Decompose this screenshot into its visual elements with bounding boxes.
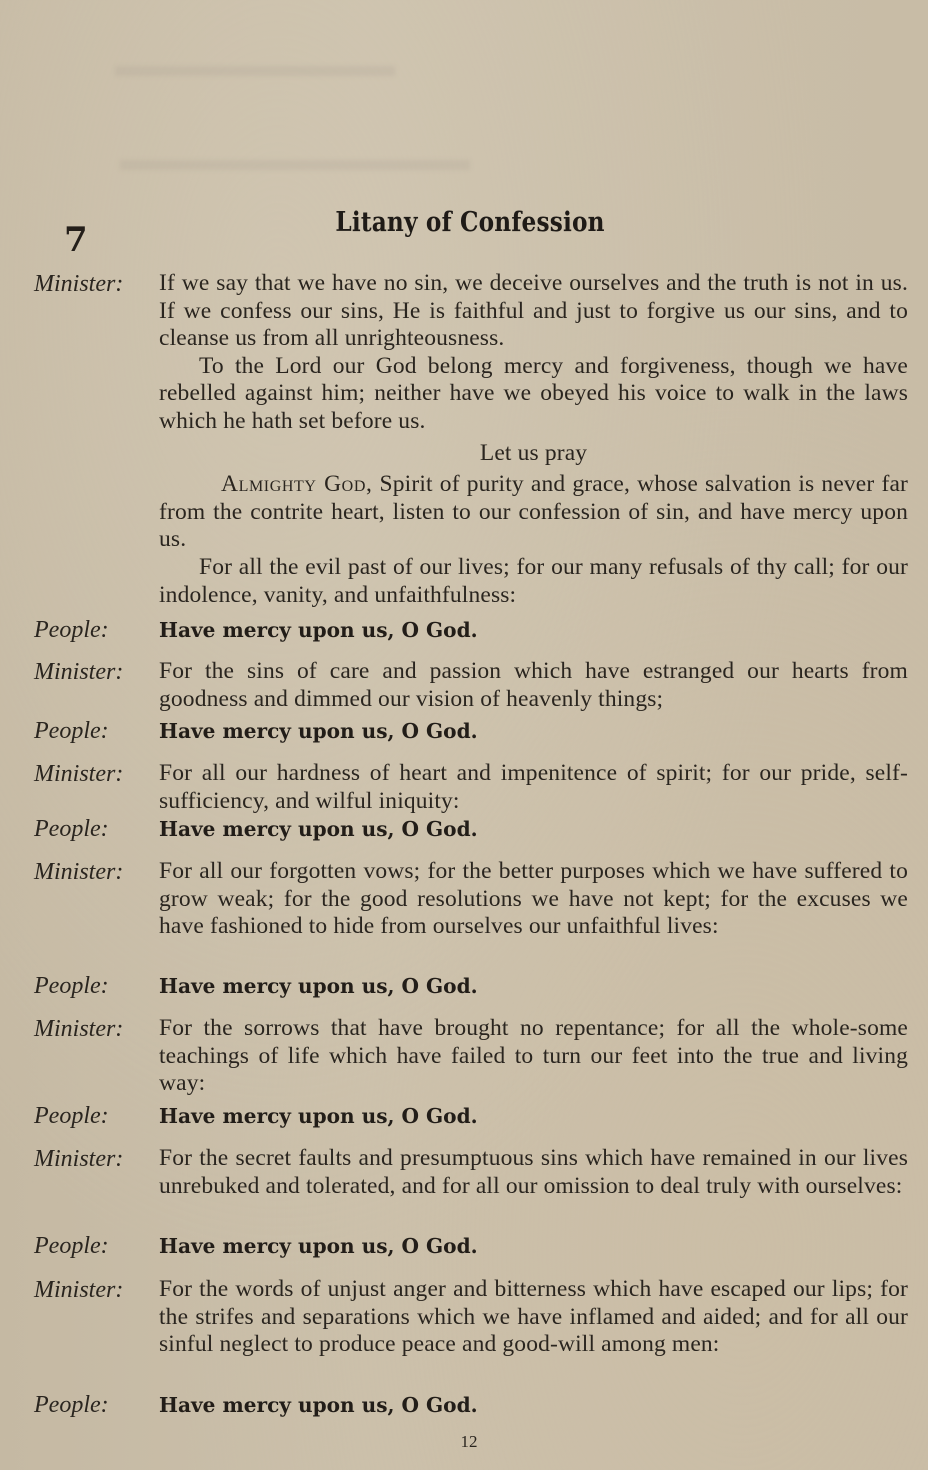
scripture-paragraph: To the Lord our God belong mercy and forgiveness, though we have rebelled against him; neither have we obeyed his voice to walk in the laws which he hath set before us. — [159, 352, 908, 434]
show-through-ghost-text — [120, 160, 470, 170]
people-response: Have mercy upon us, O God. — [159, 974, 478, 998]
role-label-minister: Minister: — [34, 1277, 124, 1303]
role-label-people: People: — [34, 816, 109, 842]
confession-paragraph: For all the evil past of our lives; for our many refusals of thy call; for our indolence, vanity, and unfaithfulness: — [159, 553, 908, 608]
page-number: 12 — [460, 1432, 478, 1451]
people-response: Have mercy upon us, O God. — [159, 719, 478, 743]
let-us-pray-heading: Let us pray — [479, 439, 588, 466]
petition-text: For the secret faults and presumptuous sins which have remained in our lives unrebuked and tolerated, and for all our omission to deal truly with ourselves: — [159, 1145, 908, 1199]
role-label-minister: Minister: — [34, 1016, 124, 1042]
prayer-paragraph — [159, 471, 908, 554]
role-label-minister: Minister: — [34, 271, 124, 297]
role-label-people: People: — [34, 1392, 109, 1418]
petition-text: For all our forgotten vows; for the better purposes which we have suffered to grow weak; for the good resolutions we have not kept; for the excuses we have fashioned to hide from ourselves our unfaithful lives: — [159, 858, 908, 940]
role-label-minister: Minister: — [34, 659, 124, 685]
role-label-minister: Minister: — [34, 859, 124, 885]
scripture-paragraph: If we say that we have no sin, we deceive ourselves and the truth is not in us. If we confess our sins, He is faithful and just to forgive us our sins, and to cleanse us from all unrighteousness. — [159, 270, 908, 352]
prayer-body: Spirit of purity and grace, whose salvation is never far from the contrite heart, listen to our confession of sin, and have mercy upon us. — [159, 471, 908, 553]
role-label-people: People: — [34, 718, 109, 744]
petition-text: For the words of unjust anger and bitterness which have escaped our lips; for the strifes and separations which we have inflamed and aided; and for all our sinful neglect to produce peace and good-will among men: — [159, 1276, 908, 1358]
people-response: Have mercy upon us, O God. — [159, 1104, 478, 1128]
petition-text: For the sins of care and passion which have estranged our hearts from goodness and dimmed our vision of heavenly things; — [159, 658, 908, 712]
role-label-people: People: — [34, 1233, 109, 1259]
petition-text: For all our hardness of heart and impenitence of spirit; for our pride, self-sufficiency, and wilful iniquity: — [159, 760, 908, 814]
role-label-people: People: — [34, 617, 109, 643]
show-through-ghost-text — [115, 66, 395, 76]
role-label-people: People: — [34, 1103, 109, 1129]
people-response: Have mercy upon us, O God. — [159, 1234, 478, 1258]
role-label-minister: Minister: — [34, 1146, 124, 1172]
litany-number: 7 — [64, 220, 88, 260]
opening-text — [159, 270, 908, 609]
people-response: Have mercy upon us, O God. — [159, 1393, 478, 1417]
people-response: Have mercy upon us, O God. — [159, 817, 478, 841]
petition-text: For the sorrows that have brought no repentance; for all the whole-some teachings of life which have failed to turn our feet into the true and living way: — [159, 1015, 908, 1097]
role-label-people: People: — [34, 973, 109, 999]
people-response: Have mercy upon us, O God. — [159, 618, 478, 642]
role-label-minister: Minister: — [34, 761, 124, 787]
page-title: Litany of Confession — [335, 207, 605, 238]
prayer-address: Almighty God, — [221, 471, 373, 498]
